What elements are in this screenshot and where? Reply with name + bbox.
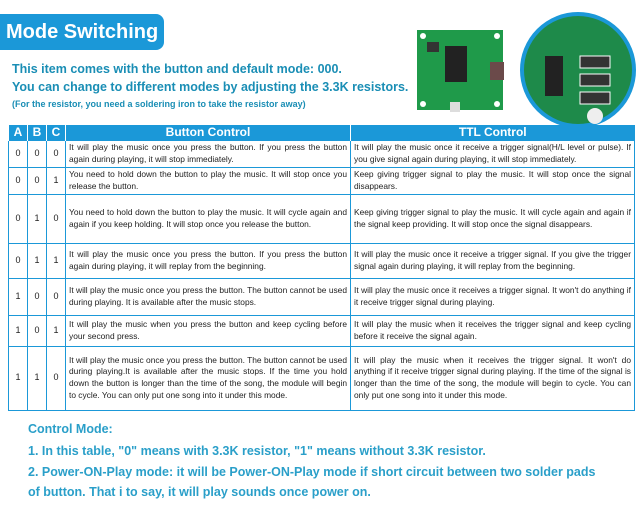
- control-mode-line-3: of button. That i to say, it will play sounds once power on.: [28, 485, 371, 499]
- bit-b: 1: [28, 346, 47, 410]
- button-control-cell: It will play the music when you press the button and keep cycling before your second press.: [66, 315, 351, 346]
- bit-b: 1: [28, 194, 47, 243]
- bit-a: 0: [9, 243, 28, 278]
- ttl-control-cell: Keep giving trigger signal to play the music. It will stop once the signal disappears.: [351, 167, 635, 194]
- table-row: [9, 278, 635, 315]
- bit-a: 0: [9, 140, 28, 167]
- bit-a: 0: [9, 194, 28, 243]
- ttl-control-cell: Keep giving trigger signal to play the music. It will cycle again and again if the signal keep providing. It will stop once the signal disappears.: [351, 194, 635, 243]
- table-row: [9, 140, 635, 167]
- button-control-cell: It will play the music once you press the button. The button cannot be used during playing.It is available after the music stops. If the time you hold down the button is longer than the time of the song, the module will begin to cycle. You can only put one song into it under this mode.: [66, 346, 351, 410]
- bit-b: 0: [28, 140, 47, 167]
- bit-b: 1: [28, 243, 47, 278]
- ttl-control-cell: It will play the music once it receives a trigger signal. It won't do anything if it receive trigger signal during playing.: [351, 278, 635, 315]
- control-mode-heading: Control Mode:: [28, 422, 113, 436]
- header-b: B: [28, 125, 47, 140]
- button-control-cell: It will play the music once you press the button. The button cannot be used during playing. It is available after the music stops.: [66, 278, 351, 315]
- button-control-cell: You need to hold down the button to play the music. It will stop once you release the button.: [66, 167, 351, 194]
- pcb-product-photo: [405, 8, 640, 126]
- page-title: Mode Switching: [0, 14, 164, 50]
- bit-a: 0: [9, 167, 28, 194]
- button-control-cell: It will play the music once you press the button. If you press the button again during playing, it will stop immediately.: [66, 140, 351, 167]
- header-c: C: [47, 125, 66, 140]
- bit-c: 0: [47, 194, 66, 243]
- mode-table: [8, 125, 635, 411]
- button-control-cell: It will play the music once you press the button. If you press the button again during playing, it will replay from the beginning.: [66, 243, 351, 278]
- ttl-control-cell: It will play the music once it receive a trigger signal. If you give the trigger signal again during playing, it will replay from the beginning.: [351, 243, 635, 278]
- bit-c: 0: [47, 278, 66, 315]
- header-ttl-control: TTL Control: [351, 125, 635, 140]
- bit-c: 1: [47, 167, 66, 194]
- control-mode-line-1: 1. In this table, "0" means with 3.3K resistor, "1" means without 3.3K resistor.: [28, 444, 486, 458]
- bit-b: 0: [28, 315, 47, 346]
- header-a: A: [9, 125, 28, 140]
- control-mode-line-2: 2. Power-ON-Play mode: it will be Power-ON-Play mode if short circuit between two solder pads: [28, 465, 596, 479]
- table-row: [9, 315, 635, 346]
- ttl-control-cell: It will play the music when it receives the trigger signal and keep cycling before it receive the signal again.: [351, 315, 635, 346]
- bit-c: 0: [47, 140, 66, 167]
- bit-b: 0: [28, 278, 47, 315]
- table-row: [9, 167, 635, 194]
- table-row: [9, 346, 635, 410]
- intro-resistor-note: (For the resistor, you need a soldering iron to take the resistor away): [12, 99, 306, 109]
- bit-c: 0: [47, 346, 66, 410]
- table-row: [9, 194, 635, 243]
- bit-c: 1: [47, 315, 66, 346]
- button-control-cell: You need to hold down the button to play the music. It will cycle again and again if you keep holding. It will stop once you release the button.: [66, 194, 351, 243]
- intro-change-modes: You can change to different modes by adjusting the 3.3K resistors.: [12, 80, 409, 94]
- ttl-control-cell: It will play the music when it receives the trigger signal. It won't do anything if it receive trigger signal during playing. If the time of the signal is longer than the time of the song, the module will begin to cycle. You can only put one song into it under this mode.: [351, 346, 635, 410]
- ttl-control-cell: It will play the music once it receive a trigger signal(H/L level or pulse). If you give signal again during playing, it will stop immediately.: [351, 140, 635, 167]
- bit-a: 1: [9, 278, 28, 315]
- bit-a: 1: [9, 346, 28, 410]
- zoom-circle-resistors: [522, 14, 634, 126]
- intro-default-mode: This item comes with the button and default mode: 000.: [12, 62, 342, 76]
- bit-a: 1: [9, 315, 28, 346]
- bit-c: 1: [47, 243, 66, 278]
- table-row: [9, 243, 635, 278]
- bit-b: 0: [28, 167, 47, 194]
- header-button-control: Button Control: [66, 125, 351, 140]
